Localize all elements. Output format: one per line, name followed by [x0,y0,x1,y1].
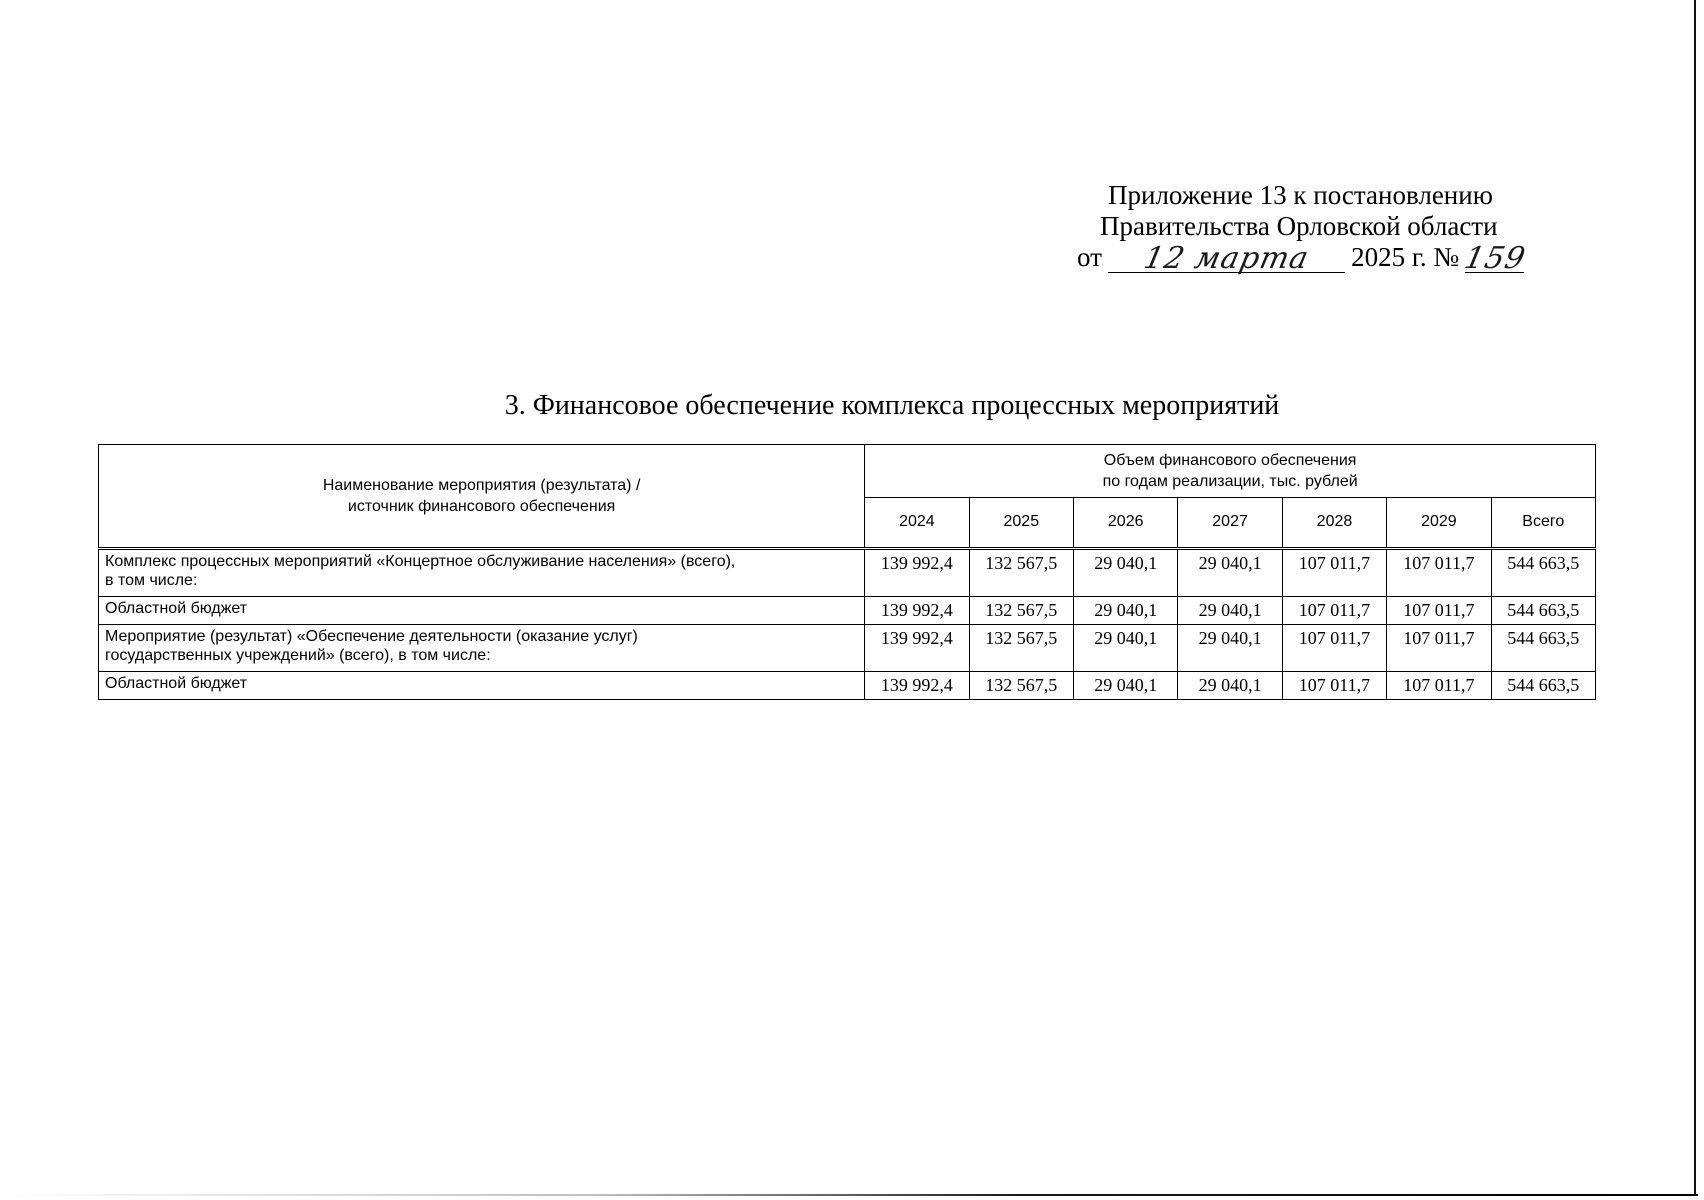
financing-table [98,444,1596,700]
value-cell: 107 011,7 [1387,597,1491,625]
annex-line-1: Приложение 13 к постановлению [1108,180,1493,210]
value-cell: 139 992,4 [865,549,969,597]
header-name-cell [99,445,865,549]
header-name-line-2: источник финансового обеспечения [347,498,616,515]
value-cell: 139 992,4 [865,672,969,700]
row-name-line-1: Комплекс процессных мероприятий «Концертное обслуживание населения» (всего), [105,553,736,570]
total-cell: 544 663,5 [1491,597,1595,625]
header-year-2029: 2029 [1387,497,1491,549]
header-year-2025: 2025 [969,497,1073,549]
header-total: Всего [1491,497,1595,549]
value-cell: 107 011,7 [1282,549,1386,597]
header-year-2024: 2024 [865,497,969,549]
value-cell: 132 567,5 [969,625,1073,672]
value-cell: 29 040,1 [1178,625,1282,672]
row-name-cell [99,672,865,700]
annex-from-prefix: от [1077,242,1102,272]
row-name-line-1: Областной бюджет [105,600,248,617]
value-cell: 29 040,1 [1074,672,1178,700]
header-year-2028: 2028 [1282,497,1386,549]
scan-edge-right [1694,0,1696,1196]
row-name-line-1: Областной бюджет [105,675,248,692]
value-cell: 107 011,7 [1387,672,1491,700]
row-name-cell [99,597,865,625]
row-name-cell [99,625,865,672]
value-cell: 139 992,4 [865,625,969,672]
number-blank [1461,241,1530,276]
header-group-cell [865,445,1596,498]
value-cell: 107 011,7 [1282,625,1386,672]
value-cell: 132 567,5 [969,549,1073,597]
row-name-line-2: в том числе: [105,572,198,589]
value-cell: 29 040,1 [1178,672,1282,700]
date-blank [1108,241,1345,276]
total-cell: 544 663,5 [1491,549,1595,597]
value-cell: 29 040,1 [1074,549,1178,597]
header-group-line-1: Объем финансового обеспечения [1103,451,1357,469]
table-row [99,597,1596,625]
annex-header [1060,180,1530,276]
value-cell: 139 992,4 [865,597,969,625]
row-name-line-1: Мероприятие (результат) «Обеспечение деятельности (оказание услуг) [105,628,638,645]
value-cell: 107 011,7 [1282,597,1386,625]
table-header [99,445,1596,549]
value-cell: 107 011,7 [1387,625,1491,672]
annex-line-3 [1060,241,1530,276]
value-cell: 107 011,7 [1387,549,1491,597]
value-cell: 107 011,7 [1282,672,1386,700]
total-cell: 544 663,5 [1491,672,1595,700]
table-row [99,625,1596,672]
value-cell: 29 040,1 [1178,597,1282,625]
table-row [99,672,1596,700]
scan-edge-bottom [0,1194,1698,1196]
header-year-2027: 2027 [1178,497,1282,549]
handwritten-number: 159 [1461,241,1530,276]
table-body [99,549,1596,700]
header-group-line-2: по годам реализации, тыс. рублей [1102,472,1358,490]
value-cell: 132 567,5 [969,597,1073,625]
table-row [99,549,1596,597]
annex-year-text: 2025 г. № [1351,242,1460,272]
header-name-line-1: Наименование мероприятия (результата) / [322,477,641,494]
total-cell: 544 663,5 [1491,625,1595,672]
row-name-line-2: государственных учреждений» (всего), в том числе: [105,647,491,664]
row-name-cell [99,549,865,597]
annex-line-2: Правительства Орловской области [1100,211,1498,241]
handwritten-date: 12 марта [1140,241,1313,276]
value-cell: 29 040,1 [1074,625,1178,672]
section-title: 3. Финансовое обеспечение комплекса процессных мероприятий [504,390,1280,421]
value-cell: 29 040,1 [1178,549,1282,597]
value-cell: 29 040,1 [1074,597,1178,625]
value-cell: 132 567,5 [969,672,1073,700]
header-year-2026: 2026 [1074,497,1178,549]
